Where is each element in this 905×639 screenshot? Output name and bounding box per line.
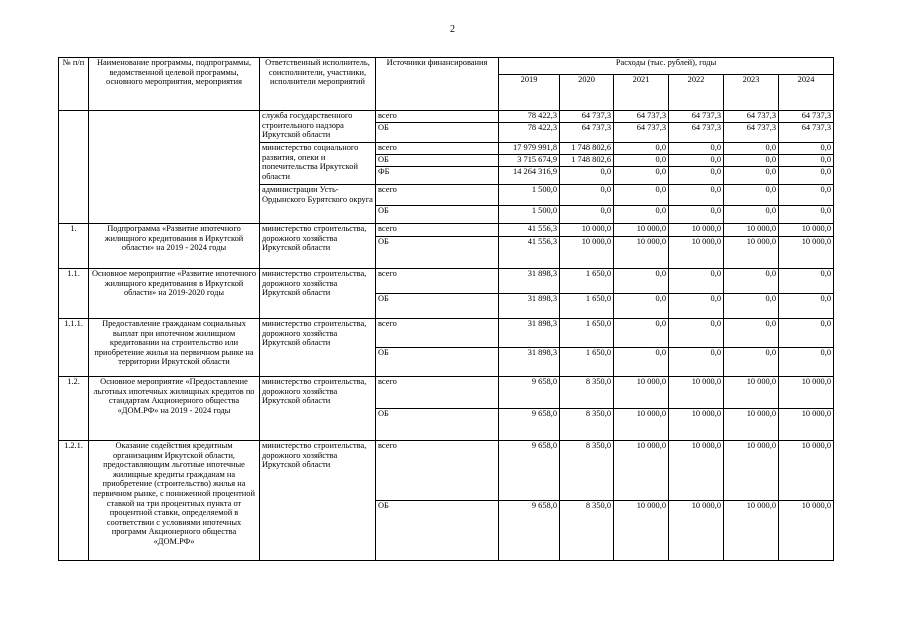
value-cell: 0,0 (779, 185, 834, 206)
table-body (59, 111, 834, 561)
value-cell: 78 422,3 (499, 123, 560, 143)
item-number (59, 111, 89, 224)
value-cell: 9 658,0 (499, 377, 560, 409)
value-cell: 1 650,0 (560, 294, 614, 319)
value-cell: 0,0 (779, 294, 834, 319)
value-cell: 0,0 (779, 319, 834, 348)
page-number: 2 (450, 24, 455, 35)
executor: министерство строительства, дорожного хозяйства Иркутской области (260, 377, 376, 441)
funding-source: всего (376, 269, 499, 294)
item-number: 1.2.1. (59, 441, 89, 561)
value-cell: 10 000,0 (614, 441, 669, 501)
value-cell: 10 000,0 (669, 224, 724, 237)
value-cell: 0,0 (669, 319, 724, 348)
value-cell: 31 898,3 (499, 269, 560, 294)
value-cell: 0,0 (614, 269, 669, 294)
header-year: 2020 (560, 75, 614, 111)
value-cell: 0,0 (779, 348, 834, 377)
executor: министерство социального развития, опеки и попечительства Иркутской области (260, 143, 376, 185)
value-cell: 0,0 (669, 206, 724, 224)
value-cell: 0,0 (724, 348, 779, 377)
value-cell: 0,0 (779, 143, 834, 155)
value-cell: 0,0 (779, 206, 834, 224)
value-cell: 0,0 (724, 206, 779, 224)
value-cell: 64 737,3 (779, 123, 834, 143)
item-name: Подпрограмма «Развитие ипотечного жилищного кредитования в Иркутской области» на 2019 - 2024 годы (89, 224, 260, 269)
value-cell: 10 000,0 (724, 237, 779, 269)
value-cell: 8 350,0 (560, 501, 614, 561)
value-cell: 10 000,0 (560, 237, 614, 269)
value-cell: 10 000,0 (669, 377, 724, 409)
value-cell: 10 000,0 (614, 377, 669, 409)
value-cell: 64 737,3 (560, 111, 614, 123)
executor: министерство строительства, дорожного хозяйства Иркутской области (260, 224, 376, 269)
value-cell: 9 658,0 (499, 501, 560, 561)
item-name: Основное мероприятие «Развитие ипотечного жилищного кредитования в Иркутской области» на 2019-2020 годы (89, 269, 260, 319)
value-cell: 10 000,0 (779, 501, 834, 561)
funding-source: всего (376, 185, 499, 206)
value-cell: 9 658,0 (499, 409, 560, 441)
header-year: 2021 (614, 75, 669, 111)
value-cell: 64 737,3 (560, 123, 614, 143)
value-cell: 0,0 (614, 167, 669, 185)
value-cell: 0,0 (560, 185, 614, 206)
value-cell: 0,0 (724, 185, 779, 206)
item-number: 1. (59, 224, 89, 269)
value-cell: 0,0 (724, 269, 779, 294)
value-cell: 0,0 (614, 155, 669, 167)
table-row (59, 319, 834, 348)
value-cell: 1 500,0 (499, 206, 560, 224)
value-cell: 10 000,0 (669, 237, 724, 269)
value-cell: 10 000,0 (724, 501, 779, 561)
header-year: 2024 (779, 75, 834, 111)
value-cell: 0,0 (669, 294, 724, 319)
table-row (59, 111, 834, 123)
value-cell: 78 422,3 (499, 111, 560, 123)
header-row-top (59, 58, 834, 75)
value-cell: 8 350,0 (560, 409, 614, 441)
value-cell: 10 000,0 (560, 224, 614, 237)
value-cell: 0,0 (724, 167, 779, 185)
header-source: Источники финансирования (376, 58, 499, 111)
value-cell: 0,0 (669, 143, 724, 155)
executor: служба государственного строительного надзора Иркутской области (260, 111, 376, 143)
value-cell: 64 737,3 (724, 123, 779, 143)
value-cell: 0,0 (669, 167, 724, 185)
funding-source: ОБ (376, 501, 499, 561)
header-year: 2023 (724, 75, 779, 111)
value-cell: 0,0 (724, 155, 779, 167)
value-cell: 0,0 (724, 294, 779, 319)
value-cell: 41 556,3 (499, 237, 560, 269)
value-cell: 10 000,0 (614, 501, 669, 561)
budget-table (58, 57, 834, 561)
value-cell: 1 650,0 (560, 348, 614, 377)
table-row (59, 224, 834, 237)
value-cell: 0,0 (669, 348, 724, 377)
funding-source: всего (376, 111, 499, 123)
value-cell: 10 000,0 (724, 224, 779, 237)
value-cell: 8 350,0 (560, 377, 614, 409)
value-cell: 0,0 (614, 319, 669, 348)
value-cell: 0,0 (779, 269, 834, 294)
value-cell: 9 658,0 (499, 441, 560, 501)
value-cell: 0,0 (614, 294, 669, 319)
funding-source: всего (376, 377, 499, 409)
header-year: 2022 (669, 75, 724, 111)
value-cell: 17 979 991,8 (499, 143, 560, 155)
table-row (59, 377, 834, 409)
item-number: 1.1.1. (59, 319, 89, 377)
value-cell: 10 000,0 (669, 409, 724, 441)
value-cell: 64 737,3 (614, 111, 669, 123)
item-number: 1.1. (59, 269, 89, 319)
header-expenses: Расходы (тыс. рублей), годы (499, 58, 834, 75)
value-cell: 0,0 (724, 319, 779, 348)
table-row (59, 269, 834, 294)
value-cell: 64 737,3 (614, 123, 669, 143)
value-cell: 64 737,3 (724, 111, 779, 123)
funding-source: всего (376, 143, 499, 155)
value-cell: 31 898,3 (499, 319, 560, 348)
value-cell: 0,0 (614, 185, 669, 206)
funding-source: ОБ (376, 206, 499, 224)
value-cell: 14 264 316,9 (499, 167, 560, 185)
value-cell: 64 737,3 (669, 111, 724, 123)
value-cell: 10 000,0 (614, 409, 669, 441)
item-name (89, 111, 260, 224)
header-year: 2019 (499, 75, 560, 111)
value-cell: 0,0 (614, 143, 669, 155)
header-no: № п/п (59, 58, 89, 111)
value-cell: 0,0 (724, 143, 779, 155)
value-cell: 64 737,3 (779, 111, 834, 123)
value-cell: 31 898,3 (499, 348, 560, 377)
value-cell: 0,0 (779, 167, 834, 185)
funding-source: ОБ (376, 348, 499, 377)
value-cell: 0,0 (669, 185, 724, 206)
funding-source: ОБ (376, 123, 499, 143)
funding-source: ОБ (376, 409, 499, 441)
executor: министерство строительства, дорожного хозяйства Иркутской области (260, 269, 376, 319)
value-cell: 1 650,0 (560, 319, 614, 348)
value-cell: 1 500,0 (499, 185, 560, 206)
value-cell: 10 000,0 (669, 501, 724, 561)
value-cell: 10 000,0 (779, 224, 834, 237)
funding-source: ОБ (376, 294, 499, 319)
funding-source: ФБ (376, 167, 499, 185)
value-cell: 8 350,0 (560, 441, 614, 501)
funding-source: ОБ (376, 237, 499, 269)
value-cell: 1 748 802,6 (560, 155, 614, 167)
value-cell: 1 650,0 (560, 269, 614, 294)
value-cell: 10 000,0 (614, 237, 669, 269)
funding-source: всего (376, 319, 499, 348)
value-cell: 0,0 (614, 348, 669, 377)
item-name: Оказание содействия кредитным организациям Иркутской области, предоставляющим льготные ипотечные жилищные кредиты гражданам на приобретение (строительство) жилья на первичном рынке, с пониженной процентной ставкой на три процентных пункта от процентной ставки, определяемой в соответствии с условиями ипотечных программ Акционерного общества «ДОМ.РФ» (89, 441, 260, 561)
value-cell: 0,0 (614, 206, 669, 224)
funding-source: ОБ (376, 155, 499, 167)
funding-source: всего (376, 224, 499, 237)
value-cell: 10 000,0 (779, 441, 834, 501)
executor: министерство строительства, дорожного хозяйства Иркутской области (260, 319, 376, 377)
value-cell: 0,0 (560, 167, 614, 185)
value-cell: 0,0 (560, 206, 614, 224)
executor: администрации Усть-Ордынского Бурятского округа (260, 185, 376, 224)
funding-source: всего (376, 441, 499, 501)
value-cell: 10 000,0 (724, 377, 779, 409)
value-cell: 10 000,0 (614, 224, 669, 237)
value-cell: 0,0 (669, 155, 724, 167)
value-cell: 10 000,0 (779, 377, 834, 409)
header-responsible: Ответственный исполнитель, соисполнители, участники, исполнители мероприятий (260, 58, 376, 111)
item-name: Основное мероприятие «Предоставление льготных ипотечных жилищных кредитов по стандартам Акционерного общества «ДОМ.РФ» на 2019 - 2024 годы (89, 377, 260, 441)
item-name: Предоставление гражданам социальных выплат при ипотечном жилищном кредитовании на строительство или приобретение жилья на первичном рынке на территории Иркутской области (89, 319, 260, 377)
executor: министерство строительства, дорожного хозяйства Иркутской области (260, 441, 376, 561)
header-name: Наименование программы, подпрограммы, ведомственной целевой программы, основного мероприятия, мероприятия (89, 58, 260, 111)
value-cell: 0,0 (669, 269, 724, 294)
table-row (59, 441, 834, 501)
value-cell: 64 737,3 (669, 123, 724, 143)
value-cell: 10 000,0 (724, 441, 779, 501)
value-cell: 0,0 (779, 155, 834, 167)
value-cell: 10 000,0 (669, 441, 724, 501)
value-cell: 10 000,0 (779, 409, 834, 441)
value-cell: 1 748 802,6 (560, 143, 614, 155)
value-cell: 41 556,3 (499, 224, 560, 237)
value-cell: 31 898,3 (499, 294, 560, 319)
value-cell: 10 000,0 (724, 409, 779, 441)
value-cell: 10 000,0 (779, 237, 834, 269)
item-number: 1.2. (59, 377, 89, 441)
value-cell: 3 715 674,9 (499, 155, 560, 167)
